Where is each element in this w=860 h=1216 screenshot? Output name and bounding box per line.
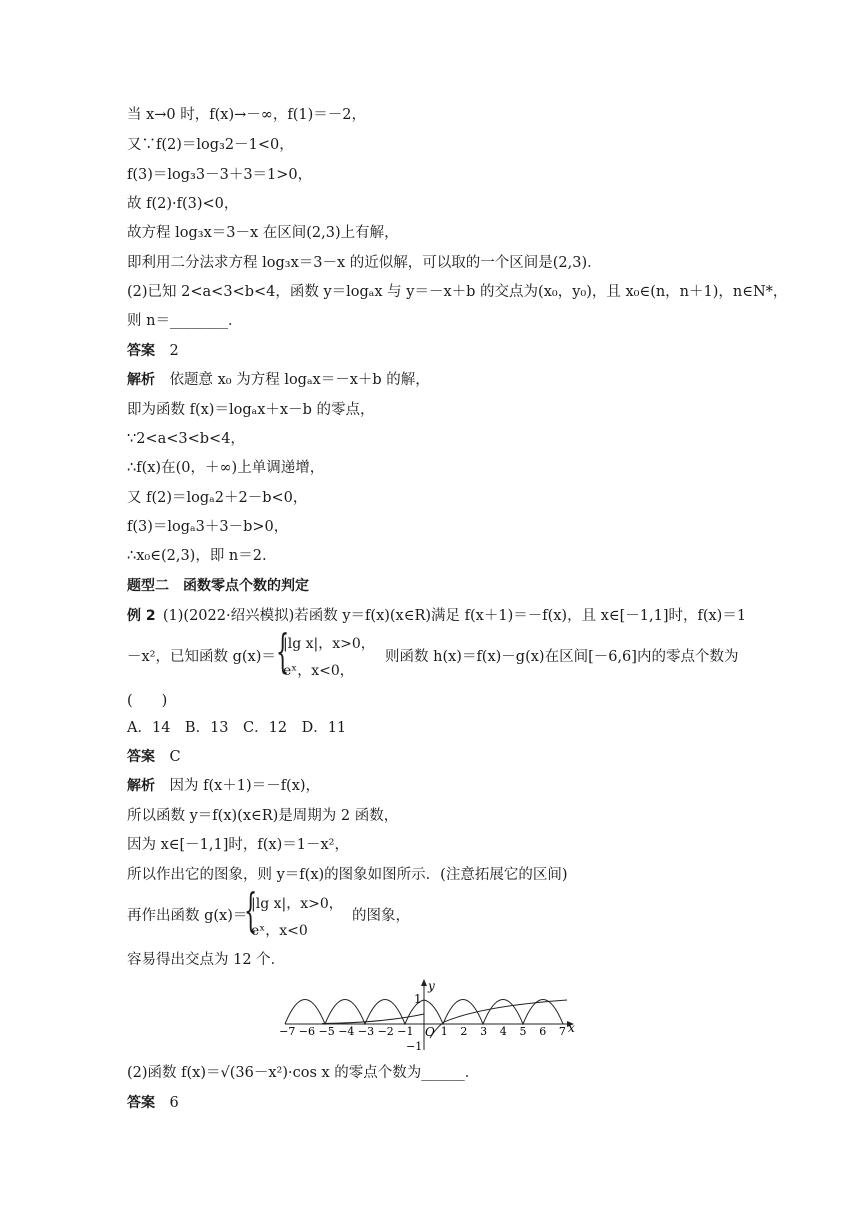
x-tick-labels [279,1025,566,1038]
text-line: 又∵f(2)＝log₃2－1<0， [127,137,294,153]
x-tick-label: 1 [440,1025,448,1038]
text-line: 即为函数 f(x)＝logₐx＋x－b 的零点， [127,402,375,418]
solution-line-pre: 再作出函数 g(x)＝ [127,908,248,924]
example-line [127,606,746,626]
options: A．14 B．13 C．12 D．11 [127,720,347,736]
x-tick-label: 6 [539,1025,547,1038]
choice-paren: ( ) [127,693,168,709]
example-label: 例 2 [127,608,156,624]
example-text: (1)(2022·绍兴模拟)若函数 y＝f(x)(x∈R)满足 f(x＋1)＝－f(x)，且 x∈[－1,1]时，f(x)＝1 [162,608,747,624]
x-tick-label: 4 [499,1025,507,1038]
y-axis-arrow [421,979,427,986]
text-line: 容易得出交点为 12 个． [127,952,286,968]
solution-label: 解析 [127,778,155,794]
answer-label: 答案 [127,749,155,765]
text-line: 因为 x∈[－1,1]时，f(x)＝1－x²， [127,837,349,853]
text-line: ∵2<a<3<b<4， [127,431,245,447]
solution-line [127,370,430,390]
text-line: f(3)＝log₃3－3＋3＝1>0， [127,167,313,183]
answer-label: 答案 [127,1095,155,1111]
text-line: (2)函数 f(x)＝√(36－x²)·cos x 的零点个数为______． [127,1065,480,1081]
text-line: f(3)＝logₐ3＋3－b>0， [127,519,289,535]
x-tick-label: 5 [519,1025,527,1038]
section-heading: 题型二 函数零点个数的判定 [127,578,309,594]
answer-value: 2 [169,343,179,359]
text-line: 即利用二分法求方程 log₃x＝3－x 的近似解，可以取的一个区间是(2,3)． [127,255,602,271]
text-line: ∴x₀∈(2,3)，即 n＝2. [127,548,267,564]
y-neg-one-label: −1 [406,1040,423,1053]
answer-value: 6 [169,1095,179,1111]
x-tick-label: −1 [397,1025,414,1038]
function-graph [279,978,582,1053]
answer-label: 答案 [127,343,155,359]
g-curve-right [430,1000,567,1038]
text-line: 所以作出它的图象，则 y＝f(x)的图象如图所示．(注意拓展它的区间) [127,867,568,883]
x-tick-label: 7 [558,1025,566,1038]
x-tick-label: −5 [318,1025,335,1038]
x-tick-label: 3 [480,1025,488,1038]
y-axis-label: y [428,979,435,993]
x-tick-label: −4 [338,1025,355,1038]
text-line: 故 f(2)·f(3)<0， [127,196,239,212]
x-tick-label: −7 [279,1025,296,1038]
piecewise-brace: { [244,883,258,937]
text-line: (2)已知 2<a<3<b<4，函数 y＝logₐx 与 y＝－x＋b 的交点为(x₀，y₀)，且 x₀∈(n，n＋1)，n∈N*， [127,284,788,300]
solution-text: 因为 f(x＋1)＝－f(x)， [169,778,321,794]
solution-line [127,776,320,796]
solution-line-post: 的图象， [352,908,410,924]
answer-value: C [169,749,181,765]
piecewise-case-1: |lg x|，x>0， [283,636,375,652]
solution-label: 解析 [127,372,155,388]
text-line: 又 f(2)＝logₐ2＋2－b<0， [127,490,308,506]
answer-line [127,1093,179,1113]
piecewise-case-2: eˣ，x<0 [251,923,308,939]
y-one-label: 1 [414,992,422,1006]
x-tick-label: 2 [460,1025,468,1038]
origin-label: O [425,1025,435,1039]
piecewise-brace: { [276,624,290,678]
text-line: ∴f(x)在(0，＋∞)上单调递增， [127,460,325,476]
text-line: 当 x→0 时，f(x)→－∞，f(1)＝－2， [127,107,366,123]
answer-line [127,747,181,767]
solution-text: 依题意 x₀ 为方程 logₐx＝－x＋b 的解， [169,372,430,388]
example-line-2-post: 则函数 h(x)＝f(x)－g(x)在区间[－6,6]内的零点个数为 [385,649,739,665]
x-axis-label: x [568,1021,575,1035]
x-tick-label: −2 [377,1025,394,1038]
text-line: 则 n＝________． [127,313,243,329]
text-line: 故方程 log₃x＝3－x 在区间(2,3)上有解， [127,225,399,241]
piecewise-case-2: eˣ，x<0， [283,663,354,679]
piecewise-case-1: |lg x|，x>0， [251,896,343,912]
x-tick-label: −6 [298,1025,316,1038]
x-tick-label: −3 [357,1025,375,1038]
answer-line [127,341,179,361]
example-line-2-pre: －x²，已知函数 g(x)＝ [127,649,276,665]
text-line: 所以函数 y＝f(x)(x∈R)是周期为 2 函数， [127,808,399,824]
